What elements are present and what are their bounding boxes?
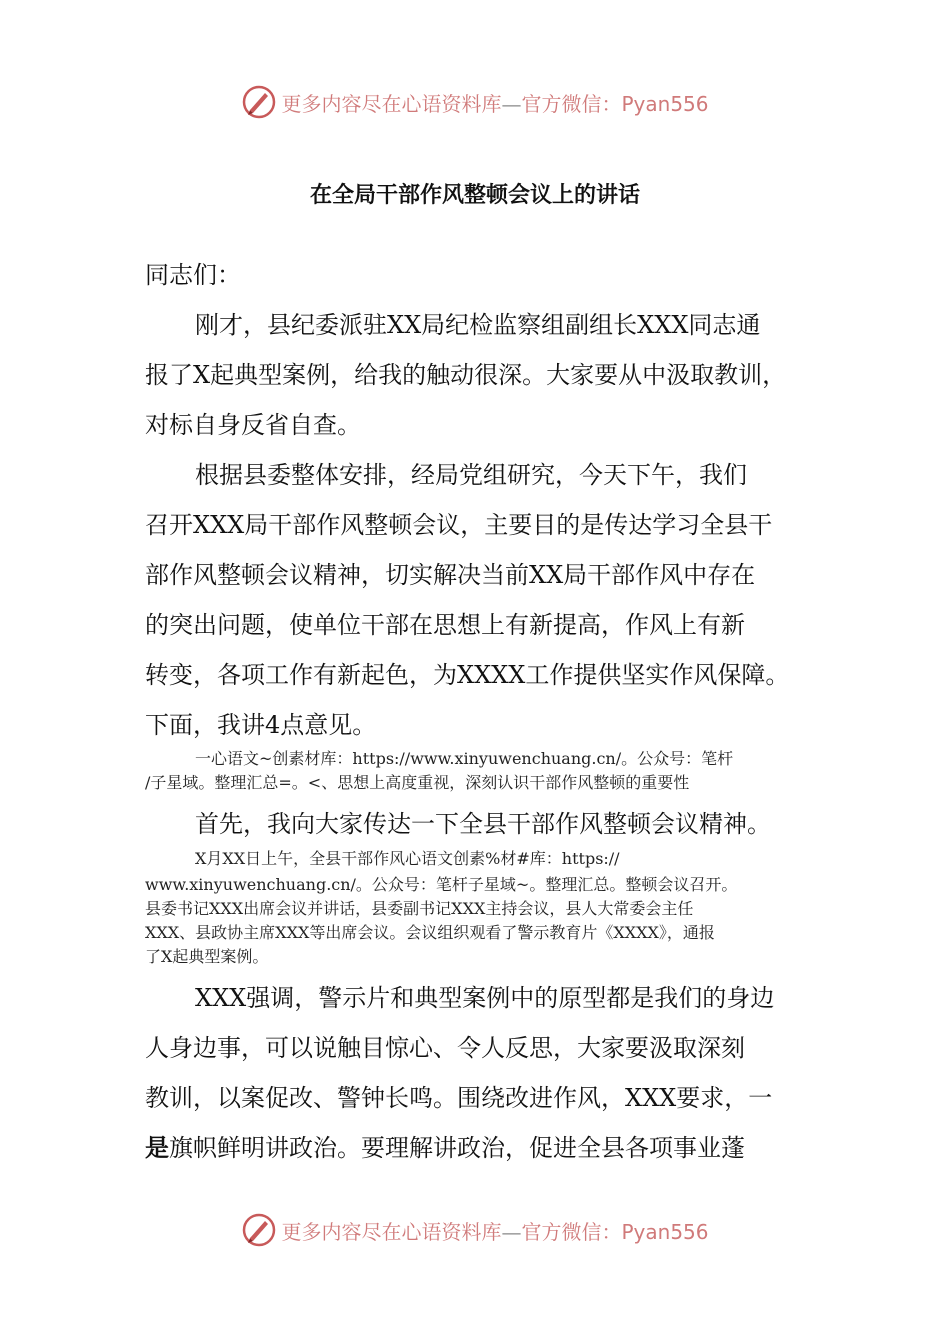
paragraph-line: 的突出问题，使单位干部在思想上有新提高，作风上有新	[145, 611, 745, 639]
small-note-line: 了X起典型案例。	[145, 947, 269, 966]
document-title: 在全局干部作风整顿会议上的讲话	[309, 183, 640, 208]
small-note-line: X月XX日上午，全县干部作风心语文创素%材#库：https://	[195, 849, 620, 868]
bold-emphasis: 是	[145, 1133, 169, 1162]
small-note-line: XXX、县政协主席XXX等出席会议。会议组织观看了警示教育片《XXXX》，通报	[145, 923, 715, 942]
paragraph-line: 教训，以案促改、警钟长鸣。围绕改进作风，XXX要求，一	[145, 1084, 773, 1112]
small-note-line: /子星域。整理汇总=。<、思想上高度重视，深刻认识干部作风整顿的重要性	[145, 773, 690, 792]
salutation: 同志们：	[145, 261, 241, 289]
paragraph-line: 召开XXX局干部作风整顿会议，主要目的是传达学习全县干	[145, 511, 773, 539]
footer-watermark	[0, 1208, 950, 1252]
paragraph-line: 刚才，县纪委派驻XX局纪检监察组副组长XXX同志通	[195, 311, 761, 339]
paragraph-line: 对标自身反省自查。	[145, 411, 361, 439]
pen-logo-icon	[241, 1212, 277, 1248]
footer-text: 更多内容尽在心语资料库—官方微信：Pyan556	[281, 1219, 709, 1244]
paragraph-line: 人身边事，可以说触目惊心、令人反思，大家要汲取深刻	[145, 1034, 745, 1062]
paragraph-line: 报了X起典型案例，给我的触动很深。大家要从中汲取教训，	[145, 361, 787, 389]
header-watermark	[0, 80, 950, 124]
paragraph-line: XXX强调，警示片和典型案例中的原型都是我们的身边	[195, 984, 775, 1012]
paragraph-line: 首先，我向大家传达一下全县干部作风整顿会议精神。	[195, 810, 771, 838]
small-note-line: 县委书记XXX出席会议并讲话，县委副书记XXX主持会议，县人大常委会主任	[145, 899, 694, 918]
small-note-line: 一心语文~创素材库：https://www.xinyuwenchuang.cn/。公众号：笔杆	[195, 749, 734, 768]
paragraph-text: 旗帜鲜明讲政治。要理解讲政治，促进全县各项事业蓬	[169, 1134, 745, 1162]
paragraph-line	[145, 1128, 745, 1163]
paragraph-line: 下面，我讲4点意见。	[145, 711, 377, 739]
header-text: 更多内容尽在心语资料库—官方微信：Pyan556	[281, 91, 709, 116]
small-note-line: www.xinyuwenchuang.cn/。公众号：笔杆子星域~。整理汇总。整顿会议召开。	[145, 875, 738, 894]
pen-logo-icon	[241, 84, 277, 120]
paragraph-line: 根据县委整体安排，经局党组研究，今天下午，我们	[195, 461, 747, 489]
paragraph-line: 转变，各项工作有新起色，为XXXX工作提供坚实作风保障。	[145, 661, 790, 689]
paragraph-line: 部作风整顿会议精神，切实解决当前XX局干部作风中存在	[145, 561, 756, 589]
